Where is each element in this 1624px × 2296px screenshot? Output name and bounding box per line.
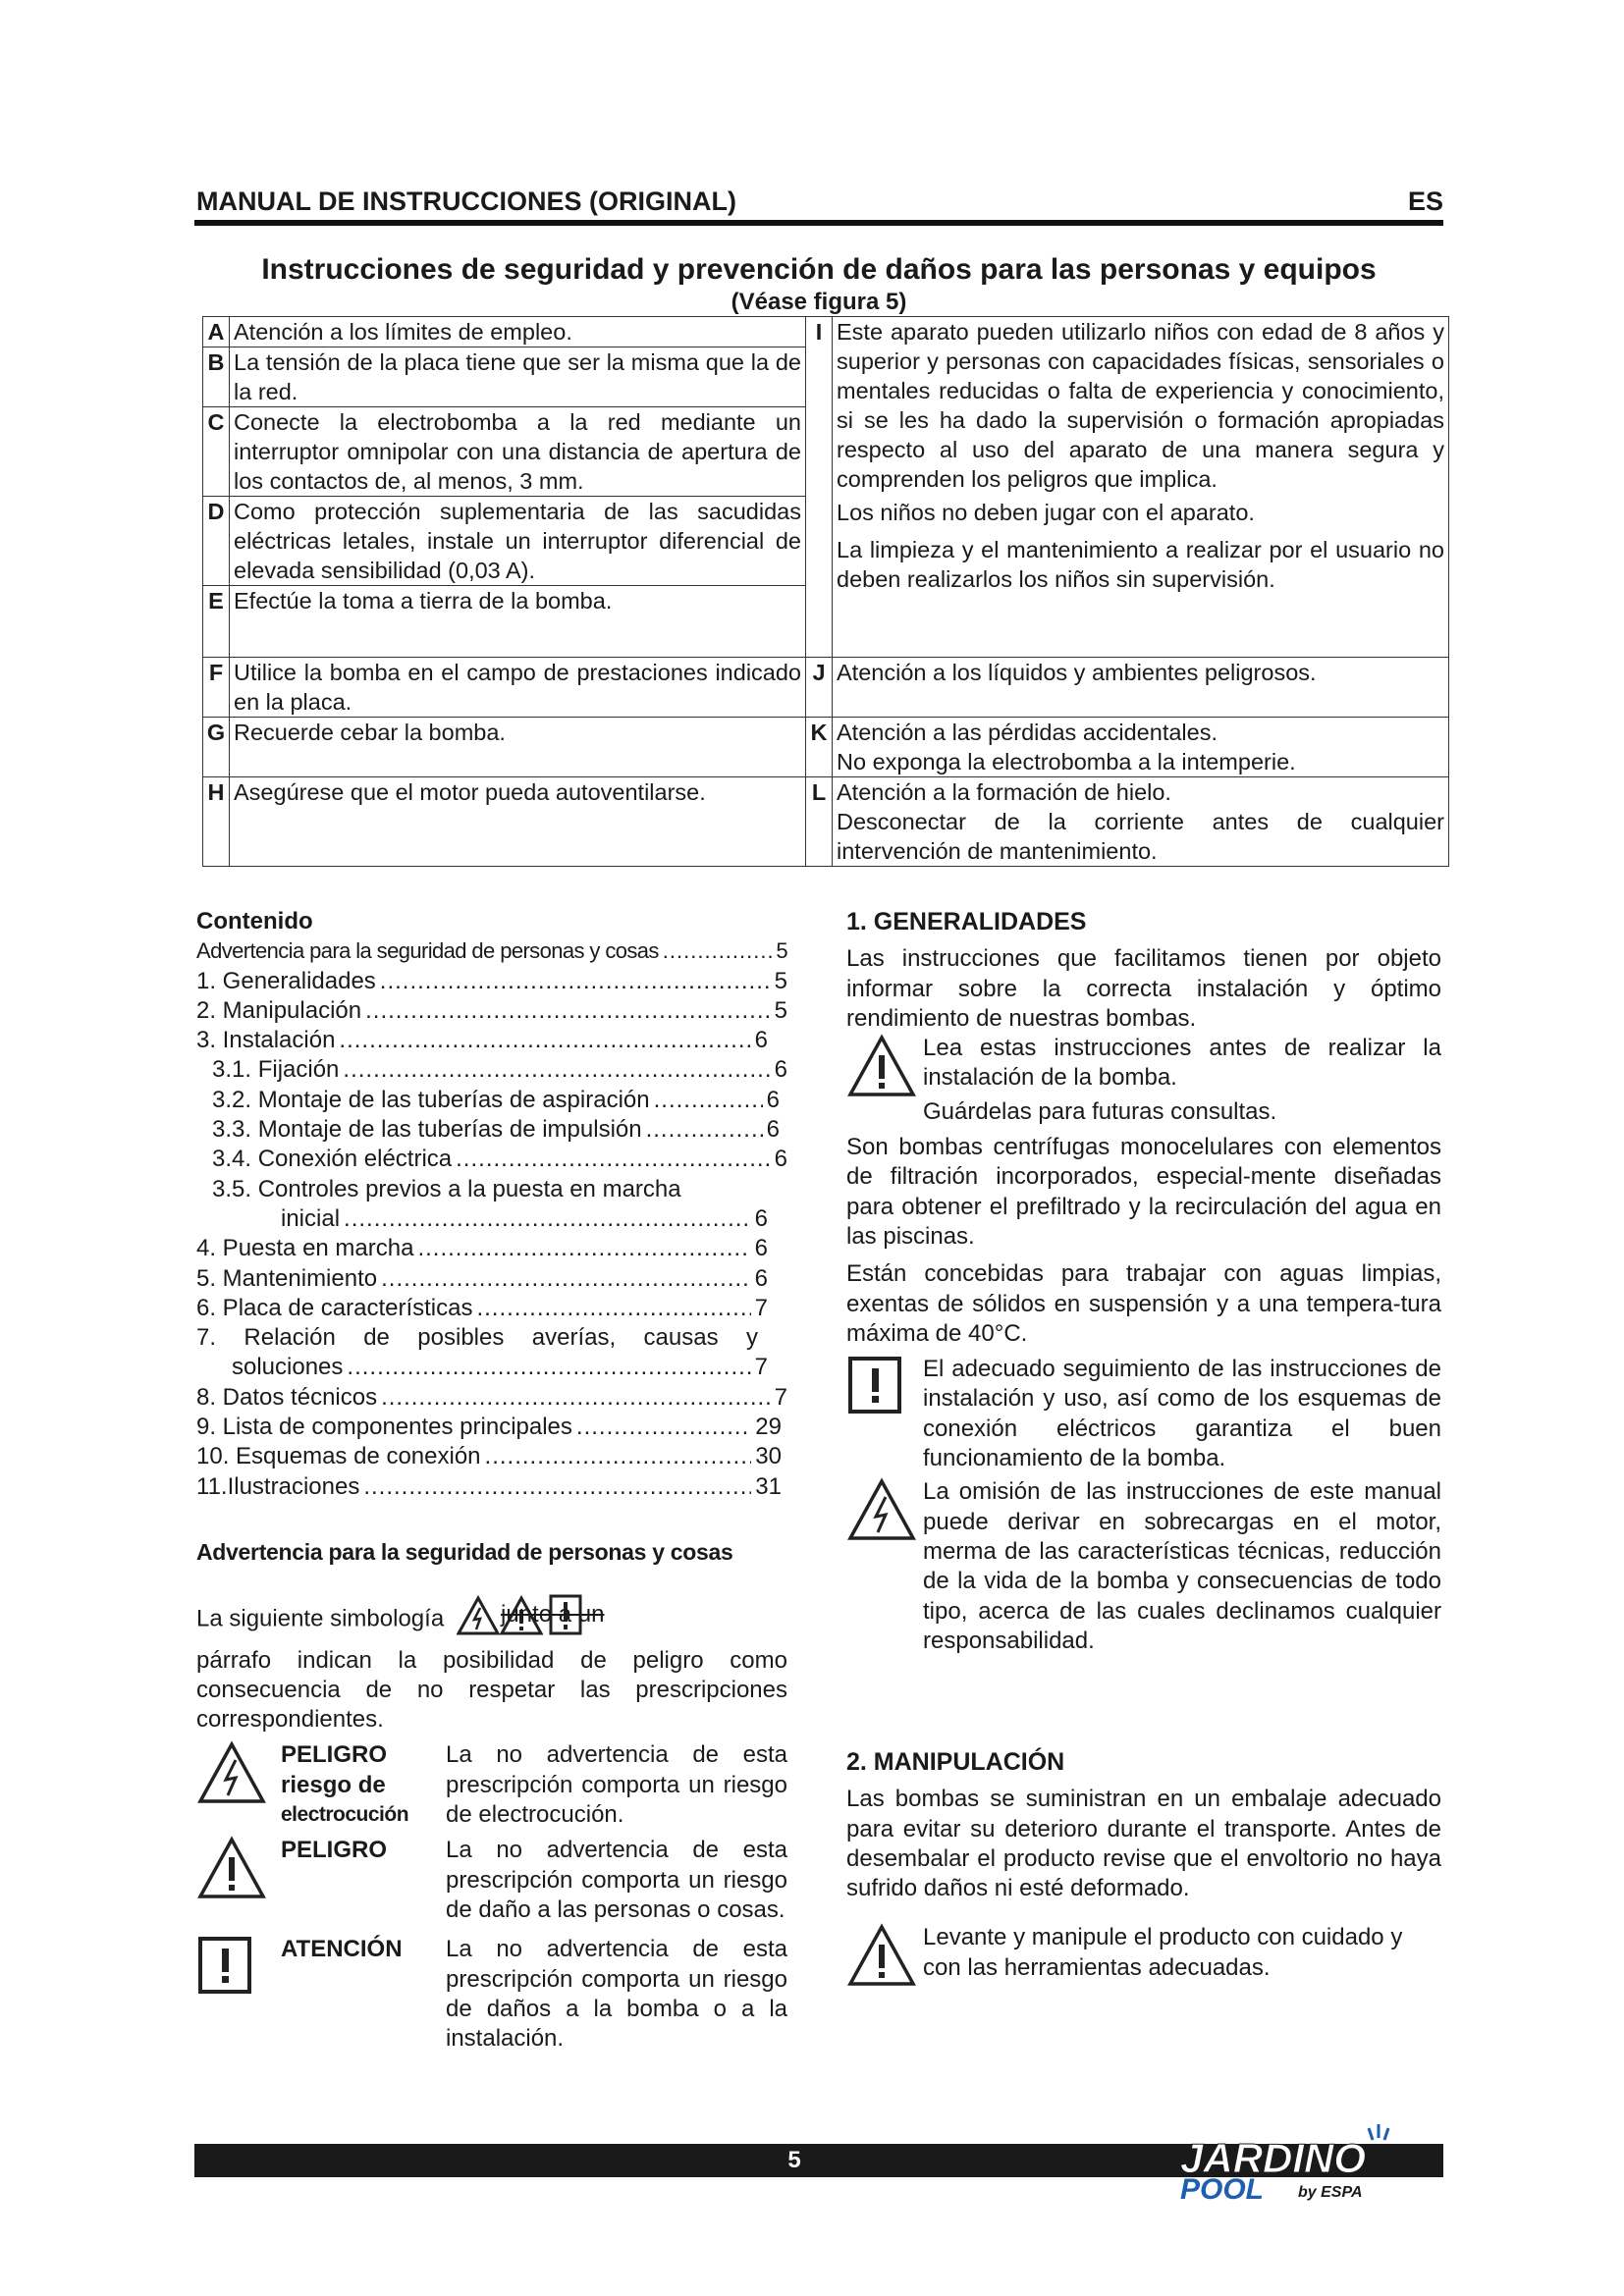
generalidades-section xyxy=(846,907,1441,1656)
note-read: Lea estas instrucciones antes de realizar la instalación de la bomba. Guárdelas para futuras consultas. xyxy=(846,1034,1441,1127)
toc-item[interactable]: 7. Relación de posibles averías, causas y soluciones ..... 7 xyxy=(196,1323,787,1383)
safety-H: Asegúrese que el motor pueda autoventilarse. xyxy=(230,777,806,867)
toc-item[interactable]: 9. Lista de componentes principales ..... 29 xyxy=(196,1413,787,1442)
safety-F: Utilice la bomba en el campo de prestaciones indicado en la placa. xyxy=(230,658,806,718)
electrocution-warning-icon xyxy=(846,1477,917,1542)
manipulacion-section xyxy=(846,1747,1441,1997)
safety-subtitle: (Véase figura 5) xyxy=(731,289,907,315)
manipulacion-title: 2. MANIPULACIÓN xyxy=(846,1748,1065,1776)
symbol-danger: PELIGRO La no advertencia de esta prescripción comporta un riesgo de daño a las personas o cosas. xyxy=(196,1836,787,1925)
safety-D: Como protección suplementaria de las sacudidas eléctricas letales, instale un interruptor diferencial de elevada sensibilidad (0,03 A). xyxy=(230,497,806,586)
toc-item[interactable]: 5. Mantenimiento ..... 6 xyxy=(196,1264,787,1294)
safety-K: Atención a las pérdidas accidentales. No exponga la electrobomba a la intemperie. xyxy=(833,718,1449,777)
note-omission: La omisión de las instrucciones de este manual puede derivar en sobrecargas en el motor, merma de las características técnicas, reducción de la vida de la bomba y consecuencias de todo tipo, acerca de las cuales declinamos cualquier responsabilidad. xyxy=(846,1477,1441,1656)
danger-warning-icon xyxy=(196,1836,267,1900)
page-number: 5 xyxy=(787,2147,801,2173)
manipulacion-p1: Las bombas se suministran en un embalaje adecuado para evitar su deterioro durante el transporte. Antes de desembalar el producto revise que el envoltorio no haya sufrido daños ni esté deformado. xyxy=(846,1786,1441,1902)
manual-title: MANUAL DE INSTRUCCIONES (ORIGINAL) xyxy=(196,187,736,216)
header-rule xyxy=(194,220,1443,226)
brand-pool: POOL xyxy=(1180,2173,1265,2206)
toc-item[interactable]: 10. Esquemas de conexión ..... 30 xyxy=(196,1442,787,1471)
warnings-intro: La siguiente simbología junto a un xyxy=(196,1594,787,1645)
brand-name: JARDINO xyxy=(1180,2135,1367,2181)
safety-table: A Atención a los límites de empleo. I Este aparato pueden utilizarlo niños con edad de 8 años y superior y personas con capacidades físicas, sensoriales o mentales reducidas o falta de experiencia y conocimiento, si se les ha dado la supervisión o formación apropiadas respecto al uso del aparato de una manera segura y comprenden los peligros que implica. Los niños no deben jugar con el aparato. La limpieza y el mantenimiento a realizar por el usuario no deben realizarlos los niños sin supervisión. B La tensión de la placa tiene que ser la misma que la de la red. C Conecte la electrobomba a la red mediante un interruptor omnipolar con una distancia de apertura de los contactos de, al menos, 3 mm. D Como protección suplementaria de las sacudidas eléctricas letales, instale un interruptor diferencial de elevada sensibilidad (0,03 A). E Efectúe la toma a tierra de la bomba. F Utilice la bomba en el campo de prestaciones indicado en la placa. J Atención a los líquidos y ambientes peligrosos. G Recuerde cebar la bomba. K Atención a las pérdidas accidentales. No exponga la electrobomba a la intemperie. H Asegúrese que el motor pueda autoventilarse. L Atención a la formación de hielo. Desconectar de la corriente antes de cualquier intervención de mantenimiento. xyxy=(202,316,1449,867)
warnings-section xyxy=(196,1537,787,2054)
toc-item[interactable]: 8. Datos técnicos ..... 7 xyxy=(196,1383,787,1413)
generalidades-p2: Son bombas centrífugas monocelulares con elementos de filtración incorporados, especial-mente diseñadas para obtener el prefiltrado y la recirculación del agua en las piscinas. xyxy=(846,1134,1441,1250)
toc xyxy=(196,907,787,1502)
toc-item[interactable]: 3.5. Controles previos a la puesta en marcha inicial ..... 6 xyxy=(196,1175,787,1235)
note-lift: Levante y manipule el producto con cuidado y con las herramientas adecuadas. xyxy=(846,1923,1441,1996)
safety-I: Este aparato pueden utilizarlo niños con edad de 8 años y superior y personas con capacidades físicas, sensoriales o mentales reducidas o falta de experiencia y conocimiento, si se les ha dado la supervisión o formación apropiadas respecto al uso del aparato de una manera segura y comprenden los peligros que implica. Los niños no deben jugar con el aparato. La limpieza y el mantenimiento a realizar por el usuario no deben realizarlos los niños sin supervisión. xyxy=(833,317,1449,658)
language-code: ES xyxy=(1407,187,1443,216)
safety-A: Atención a los límites de empleo. xyxy=(230,317,806,347)
toc-item[interactable]: 4. Puesta en marcha ..... 6 xyxy=(196,1234,787,1263)
toc-item[interactable]: 3. Instalación ..... 6 xyxy=(196,1026,787,1055)
safety-E: Efectúe la toma a tierra de la bomba. xyxy=(230,586,806,658)
toc-item[interactable]: 2. Manipulación ..... 5 xyxy=(196,996,787,1026)
safety-B: La tensión de la placa tiene que ser la misma que la de la red. xyxy=(230,347,806,407)
safety-J: Atención a los líquidos y ambientes peligrosos. xyxy=(833,658,1449,718)
brand-espa: by ESPA xyxy=(1298,2184,1363,2201)
toc-item[interactable]: 3.1. Fijación ..... 6 xyxy=(196,1055,787,1085)
attention-icon xyxy=(196,1935,255,1998)
attention-icon xyxy=(846,1355,905,1417)
warnings-intro-text: párrafo indican la posibilidad de peligro como consecuencia de no respetar las prescripciones correspondientes. xyxy=(196,1646,787,1734)
safety-G: Recuerde cebar la bomba. xyxy=(230,718,806,777)
electrocution-warning-icon xyxy=(196,1740,267,1805)
toc-item[interactable]: 3.2. Montaje de las tuberías de aspiración ..... 6 xyxy=(196,1086,787,1115)
warnings-title: Advertencia para la seguridad de personas y cosas xyxy=(196,1539,733,1565)
safety-title: Instrucciones de seguridad y prevención de daños para las personas y equipos xyxy=(261,253,1377,286)
toc-item[interactable]: 11.Ilustraciones ..... 31 xyxy=(196,1472,787,1502)
danger-warning-icon xyxy=(846,1923,917,1988)
generalidades-title: 1. GENERALIDADES xyxy=(846,908,1087,935)
generalidades-p3: Están concebidas para trabajar con aguas limpias, exentas de sólidos en suspensión y a una tempera-tura máxima de 40°C. xyxy=(846,1260,1441,1347)
symbol-attention: ATENCIÓN La no advertencia de esta prescripción comporta un riesgo de daños a la bomba o a la instalación. xyxy=(196,1935,787,2054)
safety-C: Conecte la electrobomba a la red mediante un interruptor omnipolar con una distancia de apertura de los contactos de, al menos, 3 mm. xyxy=(230,407,806,497)
toc-title: Contenido xyxy=(196,908,313,934)
toc-item[interactable]: 6. Placa de características ..... 7 xyxy=(196,1294,787,1323)
toc-item[interactable]: Advertencia para la seguridad de personas y cosas ..... 5 xyxy=(196,936,787,966)
safety-L: Atención a la formación de hielo. Desconectar de la corriente antes de cualquier intervención de mantenimiento. xyxy=(833,777,1449,867)
danger-warning-icon xyxy=(846,1034,917,1098)
note-follow: El adecuado seguimiento de las instrucciones de instalación y uso, así como de los esquemas de conexión eléctricos garantiza el buen funcionamiento de la bomba. xyxy=(846,1355,1441,1473)
generalidades-p1: Las instrucciones que facilitamos tienen por objeto informar sobre la correcta instalación y óptimo rendimiento de nuestras bombas. xyxy=(846,945,1441,1032)
toc-item[interactable]: 3.3. Montaje de las tuberías de impulsión ..... 6 xyxy=(196,1115,787,1145)
symbol-electrocution: PELIGRO riesgo de electrocución La no advertencia de esta prescripción comporta un riesgo de electrocución. xyxy=(196,1740,787,1830)
brand-logo xyxy=(1176,2116,1443,2207)
toc-item[interactable]: 3.4. Conexión eléctrica ..... 6 xyxy=(196,1145,787,1174)
toc-item[interactable]: 1. Generalidades ..... 5 xyxy=(196,967,787,996)
